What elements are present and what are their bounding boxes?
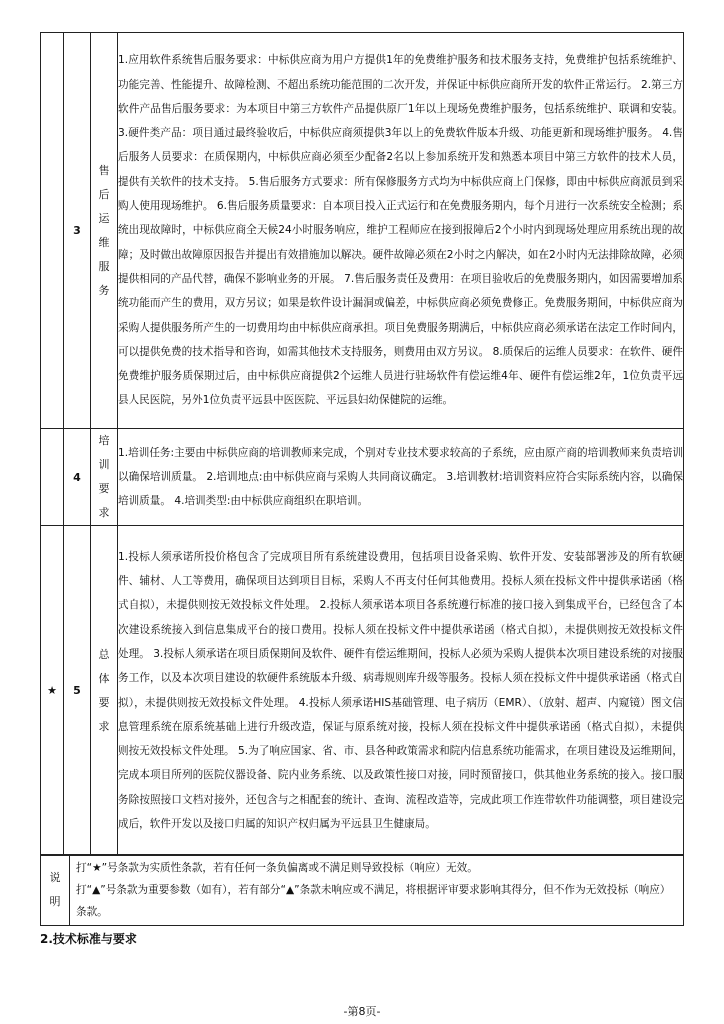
note-table [40, 854, 684, 926]
note-row [41, 855, 684, 926]
item-content: 1.应用软件系统售后服务要求：中标供应商为用户方提供1年的免费维护服务和技术服务支持，免费维护包括系统维护、功能完善、性能提升、故障检测、不超出系统功能范围的二次开发，并保证中标供应商所开发的软件正常运行。 2.第三方软件产品售后服务要求：为本项目中第三方软件产品提供原厂1年以上现场免费维护服务，包括系统维护、联调和安装。 3.硬件类产品：项目通过最终验收后，中标供应商须提供3年以上的免费软件版本升级、功能更新和现场维护服务。 4.售后服务人员要求：在质保期内，中标供应商必须至少配备2名以上参加系统开发和熟悉本项目中第三方软件的技术人员，提供有关软件的技术支持。 5.售后服务方式要求：所有保修服务方式均为中标供应商上门保修，即由中标供应商派员到采购人使用现场维护。 6.售后服务质量要求：自本项目投入正式运行和在免费服务期内，每个月进行一次系统安全检测；系统出现故障时，中标供应商全天候24小时服务响应，维护工程师应在接到报障后2个小时内到现场处理应用系统出现的故障；及时做出故障原因报告并提出有效措施加以解决。硬件故障必须在2小时之内解决，如在2小时内无法排除故障，必须提供相同的产品代替，确保不影响业务的开展。 7.售后服务责任及费用：在项目验收后的免费服务期内，如因需要增加系统功能而产生的费用，双方另议；如果是软件设计漏洞或偏差，中标供应商必须免费修正。免费服务期间，中标供应商为采购人提供服务所产生的一切费用均由中标供应商承担。项目免费服务期满后，中标供应商必须承诺在法定工作时间内，可以提供免费的技术指导和咨询，如需其他技术支持服务，则费用由双方另议。 8.质保后的运维人员要求：在软件、硬件免费维护服务质保期过后，由中标供应商提供2个运维人员进行驻场软件有偿运维4年、硬件有偿运维2年，1位负责平远县人民医院，另外1位负责平远县中医医院、平远县妇幼保健院的运维。 [118, 33, 684, 429]
note-line-triangle: 打“▲”号条款为重要参数（如有），若有部分“▲”条款未响应或不满足，将根据评审要求影响其得分，但不作为无效投标（响应）条款。 [76, 884, 671, 918]
table-row [41, 526, 684, 856]
item-name-cell [91, 33, 118, 429]
item-name-cell [91, 526, 118, 856]
item-content: 1.投标人须承诺所投价格包含了完成项目所有系统建设费用，包括项目设备采购、软件开发、安装部署涉及的所有软硬件、辅材、人工等费用，确保项目达到项目目标，采购人不再支付任何其他费用。投标人须在投标文件中提供承诺函（格式自拟），未提供则按无效投标文件处理。 2.投标人须承诺本项目各系统遵行标准的接口接入到集成平台，已经包含了本次建设系统接入到信息集成平台的接口费用。投标人须在投标文件中提供承诺函（格式自拟），未提供则按无效投标文件处理。 3.投标人须承诺在项目质保期间及软件、硬件有偿运维期间，投标人必须为采购人提供本次项目建设系统的对接服务工作，以及本次项目建设的软硬件系统版本升级、病毒规则库升级等服务。投标人须在投标文件中提供承诺函（格式自拟），未提供则按无效投标文件处理。 4.投标人须承诺HIS基础管理、电子病历（EMR）、（放射、超声、内窥镜）图文信息管理系统在原系统基础上进行升级改造，保证与原系统对接，投标人须在投标文件中提供承诺函（格式自拟），未提供则按无效投标文件处理。 5.为了响应国家、省、市、县各种政策需求和院内信息系统功能需求，在项目建设及运维期间，完成本项目所列的医院仪器设备、院内业务系统、以及政策性接口对接，同时预留接口，供其他业务系统的接入。接口服务除按照接口文档对接外，还包含与之相配套的统计、查询、流程改造等，完成此项工作连带软件功能调整，项目建设完成后，软件开发以及接口归属的知识产权归属为平远县卫生健康局。 [118, 526, 684, 856]
table-row [41, 429, 684, 526]
note-body [70, 855, 684, 926]
row-number: 3 [64, 33, 91, 429]
row-number: 5 [64, 526, 91, 856]
mark-cell [41, 33, 64, 429]
page-number: -第8页- [343, 1005, 381, 1018]
item-content: 1.培训任务:主要由中标供应商的培训教师来完成，个别对专业技术要求较高的子系统，应由原产商的培训教师来负责培训以确保培训质量。 2.培训地点:由中标供应商与采购人共同商议确定。 3.培训教材:培训资料应符合实际系统内容，以确保培训质量。 4.培训类型:由中标供应商组织在职培训。 [118, 429, 684, 526]
requirements-table [40, 32, 684, 856]
table-row [41, 33, 684, 429]
note-label-cell [41, 855, 70, 926]
star-mark: ★ [41, 526, 64, 856]
item-name-cell [91, 429, 118, 526]
note-label: 说明 [49, 871, 61, 908]
section-heading: 2.技术标准与要求 [40, 932, 137, 946]
item-name: 售后运维服务 [98, 163, 110, 297]
item-name: 培训要求 [98, 434, 110, 519]
mark-cell [41, 429, 64, 526]
row-number: 4 [64, 429, 91, 526]
note-line-star: 打“★”号条款为实质性条款，若有任何一条负偏离或不满足则导致投标（响应）无效。 [76, 862, 478, 874]
item-name: 总体要求 [98, 647, 110, 733]
